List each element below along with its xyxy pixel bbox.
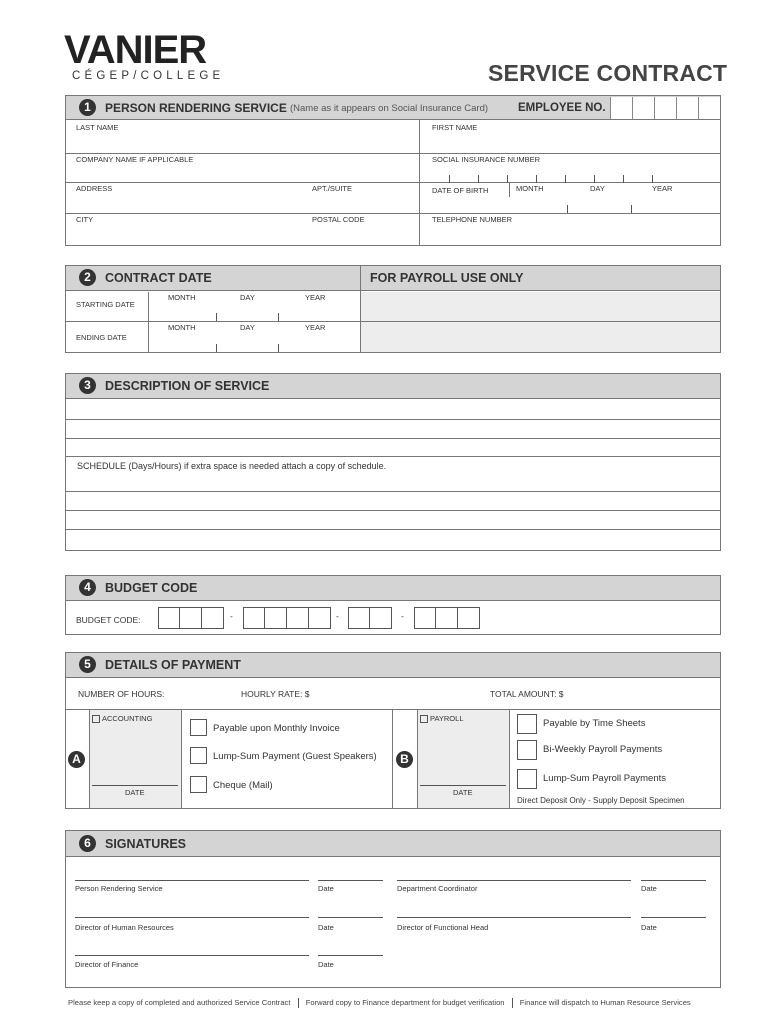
section-1-title: PERSON RENDERING SERVICE: [105, 101, 287, 115]
coordinator-date-label: Date: [641, 884, 657, 893]
accounting-label: ACCOUNTING: [102, 714, 153, 723]
sin-tick: [449, 175, 450, 183]
sin-tick: [478, 175, 479, 183]
sin-tick: [623, 175, 624, 183]
divider: [89, 710, 90, 808]
accounting-date-label: DATE: [125, 788, 145, 797]
coordinator-signature-line[interactable]: [397, 880, 631, 881]
finance-date-label: Date: [318, 960, 334, 969]
budget-group-1[interactable]: [158, 607, 224, 629]
section-4-number: 4: [79, 579, 96, 596]
divider: [66, 153, 720, 154]
sin-field[interactable]: SOCIAL INSURANCE NUMBER: [432, 155, 541, 164]
option-biweekly-label: Bi-Weekly Payroll Payments: [543, 744, 663, 755]
footer: [68, 998, 720, 1008]
budget-separator: -: [230, 611, 233, 621]
option-lump-sum-guest-checkbox[interactable]: [190, 747, 207, 764]
divider: [181, 710, 182, 808]
footer-note-copy: Please keep a copy of completed and authorized Service Contract: [68, 998, 291, 1007]
functional-signature-label: Director of Functional Head: [397, 923, 489, 932]
employee-no-box[interactable]: [610, 97, 632, 119]
divider: [148, 292, 149, 352]
finance-date-line[interactable]: [318, 955, 383, 956]
hours-field[interactable]: NUMBER OF HOURS:: [78, 689, 165, 699]
section-3-title: DESCRIPTION OF SERVICE: [105, 379, 270, 393]
section-1-note: (Name as it appears on Social Insurance Card): [290, 103, 489, 114]
person-signature-line[interactable]: [75, 880, 309, 881]
dob-tick: [567, 205, 568, 213]
end-month-label[interactable]: MONTH: [168, 323, 196, 332]
budget-box[interactable]: [458, 607, 480, 629]
option-time-sheets-checkbox[interactable]: [517, 714, 537, 734]
badge-a: A: [68, 751, 85, 768]
option-lump-sum-payroll-checkbox[interactable]: [517, 769, 537, 789]
budget-box[interactable]: [287, 607, 309, 629]
dob-day-label: DAY: [590, 184, 605, 193]
footer-separator: [298, 998, 299, 1008]
schedule-label: SCHEDULE (Days/Hours) if extra space is needed attach a copy of schedule.: [77, 461, 387, 471]
section-2-title: CONTRACT DATE: [105, 271, 212, 285]
person-date-label: Date: [318, 884, 334, 893]
description-line[interactable]: [66, 456, 720, 457]
start-year-label[interactable]: YEAR: [305, 293, 326, 302]
payroll-check-icon[interactable]: [420, 715, 428, 723]
hr-date-label: Date: [318, 923, 334, 932]
brand-subtitle: CÉGEP/COLLEGE: [72, 70, 225, 82]
section-3-number: 3: [79, 377, 96, 394]
coordinator-date-line[interactable]: [641, 880, 706, 881]
budget-box[interactable]: [243, 607, 265, 629]
section-2-number: 2: [79, 269, 96, 286]
description-line[interactable]: [66, 438, 720, 439]
divider: [392, 710, 393, 808]
option-monthly-invoice-label: Payable upon Monthly Invoice: [213, 723, 340, 734]
employee-no-box[interactable]: [676, 97, 698, 119]
hr-signature-line[interactable]: [75, 917, 309, 918]
option-cheque-checkbox[interactable]: [190, 776, 207, 793]
option-cheque-label: Cheque (Mail): [213, 780, 273, 791]
payroll-date-label: DATE: [453, 788, 473, 797]
accounting-checkbox[interactable]: [92, 714, 152, 723]
employee-no-box[interactable]: [654, 97, 676, 119]
sin-tick: [536, 175, 537, 183]
budget-box[interactable]: [348, 607, 370, 629]
person-signature-label: Person Rendering Service: [75, 884, 163, 893]
postal-field[interactable]: POSTAL CODE: [312, 215, 365, 224]
accounting-date-line: [92, 785, 178, 786]
schedule-line[interactable]: [66, 491, 720, 492]
functional-date-line[interactable]: [641, 917, 706, 918]
section-1-number: 1: [79, 99, 96, 116]
date-tick: [278, 313, 279, 321]
start-day-label[interactable]: DAY: [240, 293, 255, 302]
section-5-title: DETAILS OF PAYMENT: [105, 658, 241, 672]
schedule-line[interactable]: [66, 529, 720, 530]
section-5-number: 5: [79, 656, 96, 673]
budget-box[interactable]: [370, 607, 392, 629]
end-day-label[interactable]: DAY: [240, 323, 255, 332]
payroll-label: PAYROLL: [430, 714, 464, 723]
divider: [66, 213, 720, 214]
section-4-title: BUDGET CODE: [105, 581, 198, 595]
option-monthly-invoice-checkbox[interactable]: [190, 719, 207, 736]
employee-no-box[interactable]: [632, 97, 654, 119]
payroll-use-area: [361, 292, 720, 352]
divider: [66, 321, 360, 322]
payroll-checkbox[interactable]: [420, 714, 464, 723]
date-tick: [216, 344, 217, 352]
employee-no-boxes[interactable]: [610, 97, 720, 119]
budget-box[interactable]: [265, 607, 287, 629]
dob-year-label: YEAR: [652, 184, 673, 193]
sin-tick: [594, 175, 595, 183]
total-field[interactable]: TOTAL AMOUNT: $: [490, 689, 564, 699]
phone-field[interactable]: TELEPHONE NUMBER: [432, 215, 513, 224]
badge-b: B: [396, 751, 413, 768]
option-lump-sum-payroll-label: Lump-Sum Payroll Payments: [543, 773, 667, 784]
divider: [66, 182, 720, 183]
document-title: SERVICE CONTRACT: [488, 60, 728, 86]
date-tick: [278, 344, 279, 352]
functional-signature-line[interactable]: [397, 917, 631, 918]
address-field[interactable]: ADDRESS: [76, 184, 113, 193]
employee-no-box[interactable]: [698, 97, 720, 119]
budget-separator: -: [401, 611, 404, 621]
employee-no-label: EMPLOYEE NO.: [518, 102, 606, 114]
company-field[interactable]: COMPANY NAME IF APPLICABLE: [76, 155, 194, 164]
sin-tick: [652, 175, 653, 183]
footer-note-dispatch: Finance will dispatch to Human Resource Services: [519, 998, 691, 1007]
footer-note-forward: Forward copy to Finance department for budget verification: [305, 998, 505, 1007]
date-tick: [216, 313, 217, 321]
apt-field[interactable]: APT./SUITE: [312, 184, 353, 193]
budget-box[interactable]: [309, 607, 331, 629]
sin-tick: [507, 175, 508, 183]
budget-box[interactable]: [414, 607, 436, 629]
option-time-sheets-label: Payable by Time Sheets: [543, 718, 646, 729]
person-date-line[interactable]: [318, 880, 383, 881]
hr-date-line[interactable]: [318, 917, 383, 918]
budget-box[interactable]: [436, 607, 458, 629]
rate-field[interactable]: HOURLY RATE: $: [241, 689, 310, 699]
budget-box[interactable]: [180, 607, 202, 629]
option-biweekly-checkbox[interactable]: [517, 740, 537, 760]
first-name-field[interactable]: FIRST NAME: [432, 123, 478, 132]
budget-group-2[interactable]: [243, 607, 331, 629]
start-month-label[interactable]: MONTH: [168, 293, 196, 302]
sin-tick: [565, 175, 566, 183]
end-year-label[interactable]: YEAR: [305, 323, 326, 332]
starting-date-label: STARTING DATE: [76, 300, 135, 309]
divider: [509, 710, 510, 808]
divider: [417, 710, 418, 808]
budget-code-label: BUDGET CODE:: [76, 615, 141, 625]
ending-date-label: ENDING DATE: [76, 333, 127, 342]
last-name-field[interactable]: LAST NAME: [76, 123, 119, 132]
divider: [361, 321, 720, 322]
schedule-line[interactable]: [66, 510, 720, 511]
budget-box[interactable]: [202, 607, 224, 629]
option-lump-sum-guest-label: Lump-Sum Payment (Guest Speakers): [213, 751, 377, 762]
budget-group-3[interactable]: [348, 607, 392, 629]
finance-signature-label: Director of Finance: [75, 960, 139, 969]
footer-separator: [512, 998, 513, 1008]
budget-box[interactable]: [158, 607, 180, 629]
dob-month-label: MONTH: [516, 184, 544, 193]
divider: [509, 183, 510, 197]
payroll-date-line: [420, 785, 506, 786]
coordinator-signature-label: Department Coordinator: [397, 884, 478, 893]
accounting-check-icon[interactable]: [92, 715, 100, 723]
description-line[interactable]: [66, 419, 720, 420]
functional-date-label: Date: [641, 923, 657, 932]
hr-signature-label: Director of Human Resources: [75, 923, 174, 932]
budget-group-4[interactable]: [414, 607, 480, 629]
brand-logo: VANIER: [64, 28, 207, 72]
budget-separator: -: [336, 611, 339, 621]
dob-tick: [631, 205, 632, 213]
city-field[interactable]: CITY: [76, 215, 94, 224]
dob-field[interactable]: DATE OF BIRTH: [432, 186, 489, 195]
section-6-number: 6: [79, 835, 96, 852]
section-6-title: SIGNATURES: [105, 837, 187, 851]
payroll-use-title: FOR PAYROLL USE ONLY: [370, 271, 524, 285]
finance-signature-line[interactable]: [75, 955, 309, 956]
direct-deposit-note: Direct Deposit Only - Supply Deposit Specimen: [517, 796, 685, 805]
